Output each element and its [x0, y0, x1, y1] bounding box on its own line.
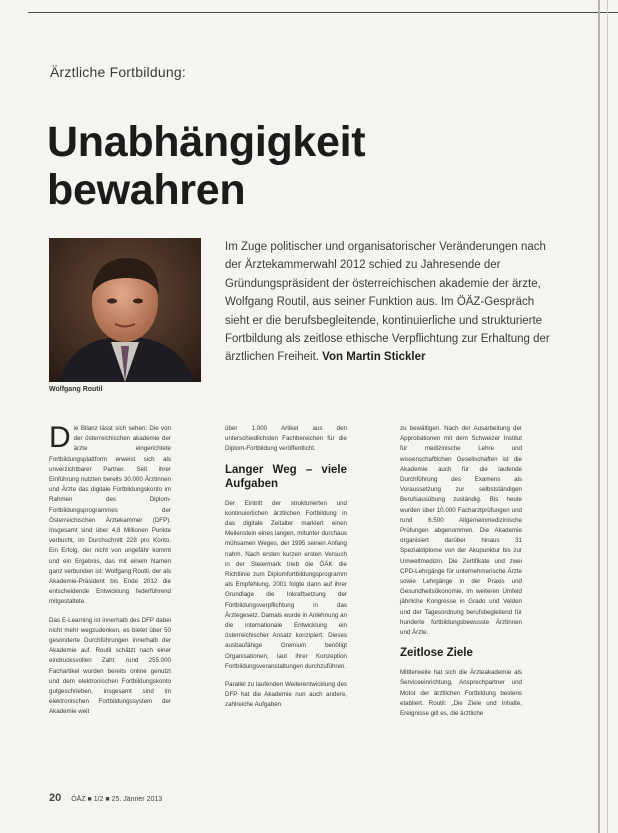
intro-paragraph: [225, 238, 555, 367]
body-paragraph: Der Eintritt der strukturierten und kontinuierlichen ärztlichen Fortbildung in das digitale Zeitalter markiert einen Meilenstein eines langen, mitunter durchaus mühsamen Weges, der 1995 seinen Anfang nahm. Nach ersten kurzen ersten Versuch in der Steiermark trieb die ÖÄK die Richtlinie zum Diplomfortbildungsprogramm als Empfehlung, 2001 folgte dann auf ihrer Grundlage die Inkraftsetzung der Fortbildungsverpflichtung in das Ärztegesetz. Damals wurde in Anlehnung an die internationale Entwicklung ein österreichischer Ansatz konzipiert. Dieses ausbaufähige Gremium benötigt Organisationen, laut ihrer Konzeption Fortbildungsveranstaltungen durchzuführen.: [225, 499, 347, 670]
intro-text: Im Zuge politischer und organisatorischer Veränderungen nach der Ärztekammerwahl 2012 schied zu Jahresende der Gründungspräsident der österreichischen akademie der ärzte, Wolfgang Routil, aus seiner Funktion aus. Im ÖÄZ-Gespräch sieht er die berufsbegleitende, kontinuierliche und strukturierte Fortbildung als zeitlose ethische Verpflichtung zur Erhaltung der ärztlichen Freiheit.: [225, 241, 550, 364]
headline-line-1: Unabhängigkeit: [47, 118, 366, 166]
body-paragraph: zu bewältigen. Nach der Ausarbeitung der Approbationen mit dem Schweizer Institut für medizinische Lehre und wissenschaftlichen Gesellschaften ist die Akademie auch für die laufende Durchführung des Examens als Voraussetzung zur selbstständigen Berufsausübung zuständig. Bis heute wurden über 10.000 Facharztprüfungen und rund 6.500 Allgemeinmedizinische Prüfungen abgenommen. Die Akademie organisiert darüber hinaus 31 Spezialdiplome von der Akupunktur bis zur Umweltmedizin. Die Zertifikate und zwei CPD-Lehrgänge für unternehmerische Ärzte sowie Lehrgänge in der Praxis und Gesundheitsökonomie, im weiteren Umfeld jährliche Kongresse in Grado und Velden und der Tagesordnung berufsbegleitend für hunderte fortbildungsbewusste Ärztinnen und Ärzte.: [400, 425, 522, 637]
body-paragraph: Mittlerweile hat sich die Ärzteakademie als Serviceeinrichtung, Ansprechpartner und Motor der ärztlichen Fortbildung bestens etabliert. Routil: „Die Ziele und Inhalte, Ereignisse gilt es, die ärztliche: [400, 669, 522, 718]
dropcap: D: [49, 421, 71, 454]
top-rule: [28, 12, 618, 13]
body-column-3: [400, 424, 522, 727]
page-edge: [598, 0, 600, 833]
kicker: Ärztliche Fortbildung:: [50, 64, 186, 80]
body-column-1: [49, 421, 171, 726]
body-paragraph: Das E-Learning ist innerhalb des DFP dabei nicht mehr wegzudenken, es bietet über 50 gesonderte Durchführungen innerhalb der Akademie auf. Routil schätzt nach einer eindrucksvollen Zahl: rund 255.000 Fachartikel wurden bereits online genutzt und dem elektronischen Fortbildungskonto gutgeschrieben, insgesamt sind im elektronischen Fortbildungssystem der Akademie weit: [49, 616, 171, 716]
photo-caption: Wolfgang Routil: [49, 386, 103, 393]
body-paragraph: über 1.000 Artikel aus den unterschiedlichsten Fachbereichen für die Diplom-Fortbildung veröffentlicht.: [225, 425, 347, 453]
byline: Von Martin Stickler: [322, 351, 426, 364]
page-footer: [49, 792, 162, 804]
body-paragraph: Parallel zu laufenden Weiterentwicklung des DFP hat die Akademie nun auch andere, zahlreiche Aufgaben: [225, 681, 347, 709]
issue-info: ÖÄZ ■ 1/2 ■ 25. Jänner 2013: [71, 796, 163, 803]
body-paragraph: Die Bilanz lässt sich sehen: Die von der österreichischen akademie der ärzte eingerichtete Fortbildungsplattform erweist sich als unverzichtbarer Partner. Seit ihrer Einführung nutzten bereits 30.000 Ärztinnen und Ärzte das digitale Fortbildungskonto im Rahmen des Diplom-Fortbildungsprogrammes der Österreichischen Ärztekammer (DFP). Insgesamt sind über 4,8 Millionen Punkte verbucht, im Durchschnitt 228 pro Konto. Ein Erfolg, der nicht von ungefähr kommt und ein Ergebnis, das mit einem Namen ganz verbunden ist: Wolfgang Routil, der als Akademie-Präsident bis Ende 2012 die entscheidende Entwicklung federführend mitgestaltete.: [49, 421, 171, 606]
headline: [47, 118, 567, 214]
page-edge-shadow: [607, 0, 608, 833]
page-number: 20: [49, 792, 62, 804]
body-column-2: [225, 424, 347, 719]
portrait-photo: [49, 238, 201, 382]
subheading-zeitlose-ziele: Zeitlose Ziele: [400, 647, 473, 660]
headline-line-2: bewahren: [47, 166, 246, 214]
subheading-langer-weg: Langer Weg – viele Aufgaben: [225, 463, 347, 490]
